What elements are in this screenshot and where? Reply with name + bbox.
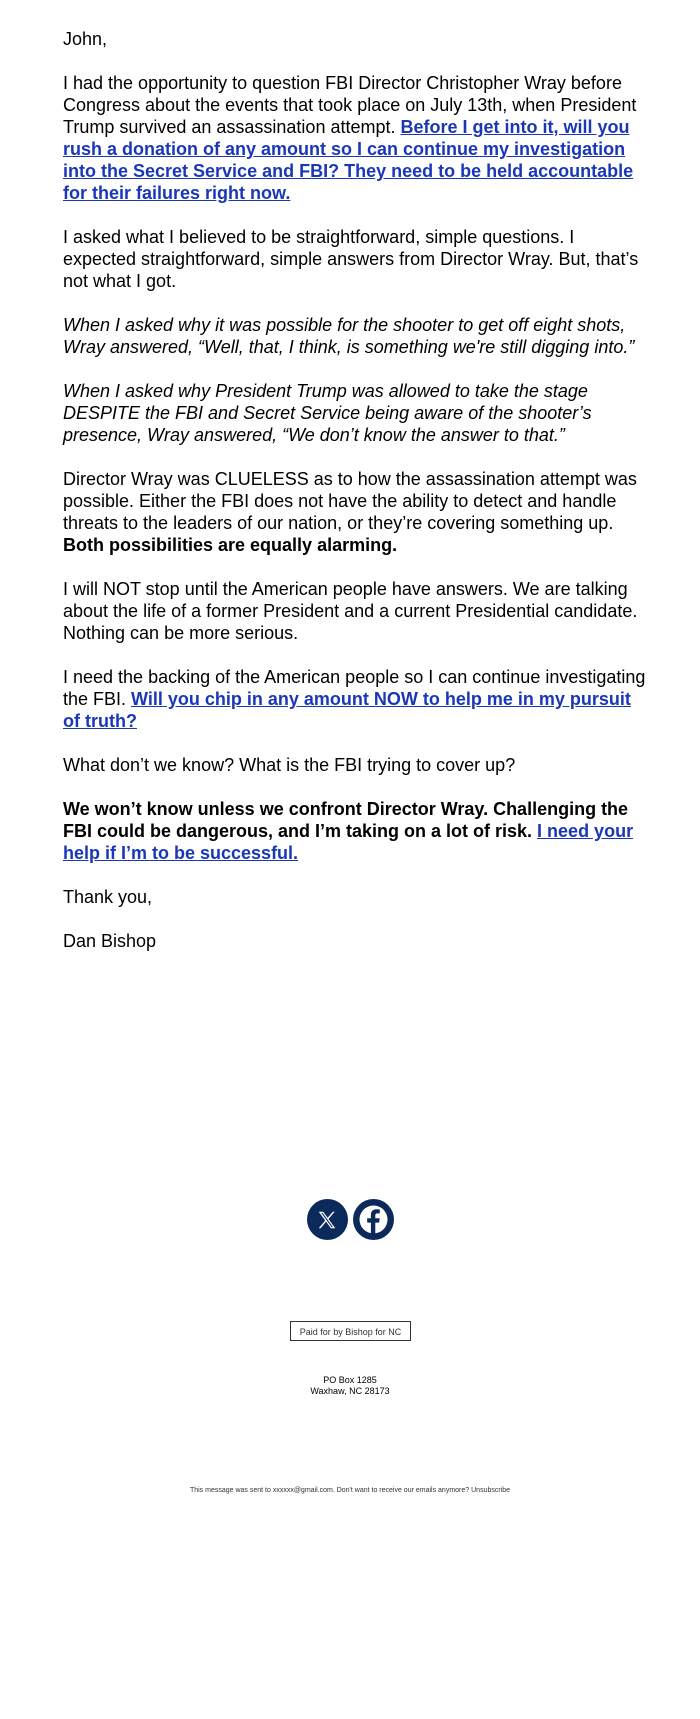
closing: Thank you, [63,887,153,907]
mailing-address [0,1375,700,1397]
donate-link-1[interactable]: Before I get into it, will you rush a donation of any amount so I can continue my investigation into the Secret Service and FBI? They need to be held accountable for their failures right now. [63,117,634,203]
signature: Dan Bishop [63,931,157,951]
paragraph-clueless [63,468,648,556]
quote-stage: When I asked why President Trump was allowed to take the stage DESPITE the FBI and Secret Service being aware of the shooter’s presence, Wray answered, “We don’t know the answer to that.” [63,381,592,445]
email-body [63,28,648,974]
facebook-logo-icon [353,1199,394,1240]
quote-eight-shots: When I asked why it was possible for the shooter to get off eight shots, Wray answered, “Well, that, I think, is something we're still digging into.” [63,315,635,357]
greeting: John, [63,29,108,49]
donate-link-2[interactable]: Will you chip in any amount NOW to help me in my pursuit of truth? [63,689,631,731]
x-link[interactable] [307,1199,348,1240]
paragraph-intro [63,72,648,204]
paragraph-clueless-text: Director Wray was CLUELESS as to how the assassination attempt was possible. Either the FBI does not have the ability to detect and handle threats to the leaders of our nation, or they’re covering something up. [63,469,637,533]
unsubscribe-link[interactable]: Unsubscribe [471,1487,511,1494]
paragraph-confront-bold: We won’t know unless we confront Director Wray. Challenging the FBI could be dangerous, and I’m taking on a lot of risk. [63,799,629,841]
paragraph-intro-text: I had the opportunity to question FBI Director Christopher Wray before Congress about the events that took place on July 13th, when President Trump survived an assassination attempt. [63,73,637,137]
paragraph-backing-text: I need the backing of the American people so I can continue investigating the FBI. [63,667,646,709]
x-logo-icon [316,1209,338,1231]
facebook-link[interactable] [353,1199,394,1240]
paragraph-clueless-bold: Both possibilities are equally alarming. [63,535,398,555]
social-links [0,1199,700,1240]
footer-notice [0,1486,700,1496]
paragraph-questions: I asked what I believed to be straightforward, simple questions. I expected straightforward, simple answers from Director Wray. But, that’s not what I got. [63,227,639,291]
paragraph-what-dont-we-know: What don’t we know? What is the FBI trying to cover up? [63,755,516,775]
donate-link-3[interactable]: I need your help if I’m to be successful. [63,821,634,863]
paragraph-backing [63,666,648,732]
paragraph-will-not-stop: I will NOT stop until the American people have answers. We are talking about the life of a former President and a current Presidential candidate. Nothing can be more serious. [63,579,638,643]
address-line-2: Waxhaw, NC 28173 [310,1386,390,1396]
paragraph-confront [63,798,648,864]
address-line-1: PO Box 1285 [323,1375,377,1385]
sent-to-text: This message was sent to xxxxxx@gmail.com. Don't want to receive our emails anymore? [189,1487,472,1494]
paid-for-disclaimer: Paid for by Bishop for NC [290,1321,411,1341]
